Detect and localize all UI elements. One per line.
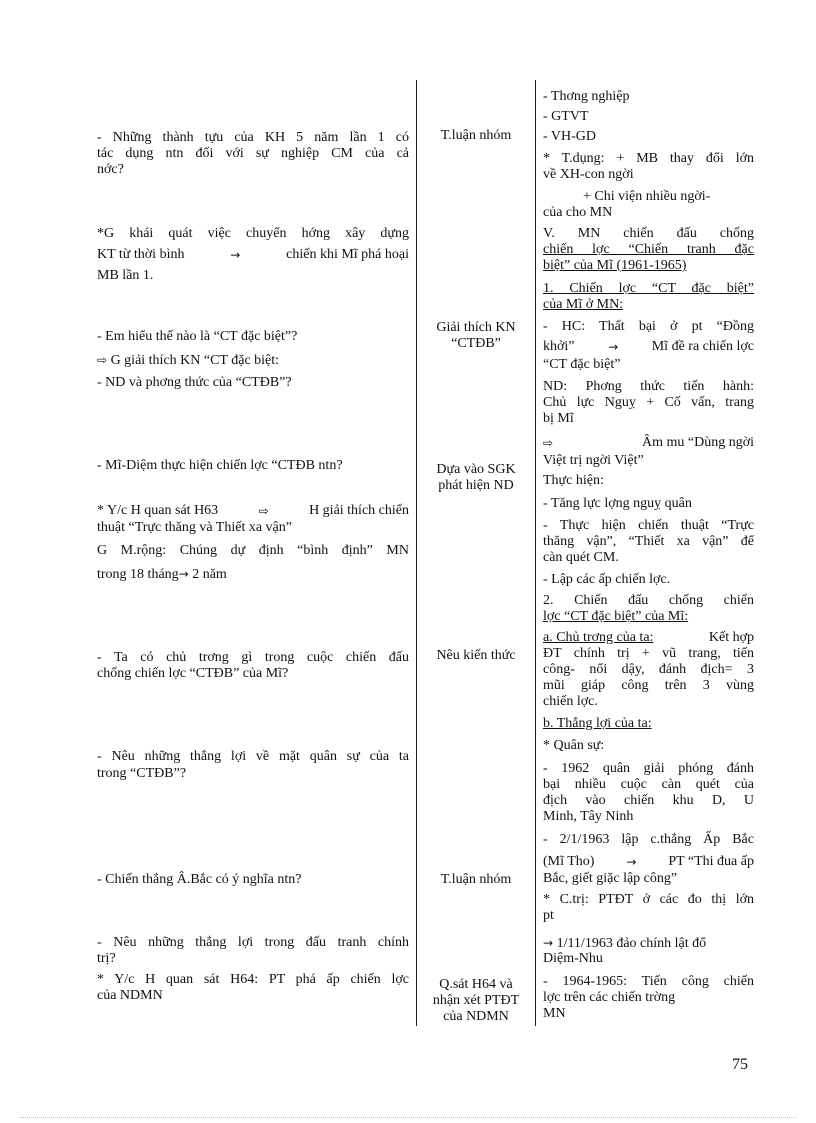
footer-divider — [20, 1117, 796, 1118]
content-line: bị Mĩ — [543, 411, 574, 426]
content-line: (Mĩ Tho) → PT “Thi đua ấp — [543, 854, 754, 869]
arrow-icon: → — [543, 936, 554, 950]
question-1: tác dụng ntn đối với sự nghiệp CM của cả — [97, 146, 409, 161]
content-line: * Quân sự: — [543, 738, 605, 753]
question-13: * Y/c H quan sát H64: PT phá ấp chiến lợc — [97, 972, 409, 987]
subsection-heading: lợc “CT đặc biệt” của Mĩ: — [543, 609, 689, 624]
question-5: - ND và phơng thức của “CTĐB”? — [97, 375, 292, 390]
subsection-heading: của Mĩ ở MN: — [543, 297, 624, 312]
content-line: - Thơng nghiệp — [543, 89, 630, 104]
content-line: - Lập các ấp chiến lợc. — [543, 572, 671, 587]
content-line: Việt trị ngời Việt” — [543, 453, 644, 468]
question-10: - Nêu những thắng lợi về mặt quân sự của ta — [97, 749, 409, 764]
method-3: phát hiện ND — [438, 478, 514, 493]
question-1: nớc? — [97, 162, 124, 177]
note-2: *G khái quát việc chuyển hớng xây dựng — [97, 226, 409, 241]
content-line: Thực hiện: — [543, 473, 604, 488]
method-2: Giải thích KN — [436, 320, 516, 335]
method-2: “CTĐB” — [451, 336, 501, 351]
content-line: - VH-GD — [543, 129, 597, 144]
question-9: - Ta có chủ trơng gì trong cuộc chiến đấu — [97, 650, 409, 665]
question-11: - Chiến thắng Â.Bắc có ý nghĩa ntn? — [97, 872, 302, 887]
arrow-icon: ⇨ — [258, 504, 269, 518]
content-line: + Chi viện nhiều ngời- — [583, 189, 711, 204]
content-line: của cho MN — [543, 205, 613, 220]
content-line: ĐT chính trị + vũ trang, tiến — [543, 646, 754, 661]
method-6: của NDMN — [443, 1009, 509, 1024]
content-line: - Thực hiện chiến thuật “Trực — [543, 518, 754, 533]
content-line: về XH-con ngời — [543, 167, 634, 182]
arrow-icon: → — [608, 340, 619, 354]
method-1: T.luận nhóm — [440, 128, 512, 143]
arrow-icon: → — [178, 567, 189, 581]
note-4: ⇨ G giải thích KN “CT đặc biệt: — [97, 353, 280, 368]
content-line: càn quét CM. — [543, 550, 619, 565]
section-heading: V. MN chiến đấu chống — [543, 226, 754, 241]
content-line: a. Chủ trơng của ta: Kết hợp — [543, 630, 754, 645]
method-6: Q.sát H64 và — [439, 977, 513, 992]
arrow-icon: ⇨ — [97, 353, 108, 367]
content-line: → 1/11/1963 đảo chính lật đổ — [543, 936, 707, 951]
content-line: - GTVT — [543, 109, 589, 124]
method-5: T.luận nhóm — [440, 872, 512, 887]
question-7: thuật “Trực thăng và Thiết xa vận” — [97, 520, 292, 535]
section-heading: chiến lợc “Chiến tranh đặc — [543, 242, 754, 257]
note-8: trong 18 tháng→ 2 năm — [97, 567, 227, 582]
column-divider-right — [535, 80, 536, 1026]
method-4: Nêu kiến thức — [436, 648, 516, 663]
question-12: - Nêu những thắng lợi trong đấu tranh chính — [97, 935, 409, 950]
question-7: * Y/c H quan sát H63 ⇨ H giải thích chiến — [97, 503, 409, 518]
content-line: Minh, Tây Ninh — [543, 809, 634, 824]
content-line: khởi” → Mĩ đề ra chiến lợc — [543, 339, 754, 354]
content-line: ND: Phơng thức tiến hành: — [543, 379, 754, 394]
content-line: mũi giáp công trên 3 vùng — [543, 678, 754, 693]
method-6: nhận xét PTĐT — [432, 993, 520, 1008]
method-3: Dựa vào SGK — [436, 462, 516, 477]
content-line: Bắc, giết giặc lập công” — [543, 871, 678, 886]
note-8: G M.rộng: Chúng dự định “bình định” MN — [97, 543, 409, 558]
content-line: lợc trên các chiến trờng — [543, 990, 676, 1005]
question-10: trong “CTĐB”? — [97, 766, 187, 781]
subsection-heading: b. Thắng lợi của ta: — [543, 716, 652, 731]
question-1: - Những thành tựu của KH 5 năm lần 1 có — [97, 130, 409, 145]
subsection-heading: 2. Chiến đấu chống chiến — [543, 593, 754, 608]
content-line: thăng vận”, “Thiết xa vận” để — [543, 534, 754, 549]
question-9: chống chiến lợc “CTĐB” của Mĩ? — [97, 666, 289, 681]
content-line: - 1962 quân giải phóng đánh — [543, 761, 754, 776]
content-line: Diệm-Nhu — [543, 951, 603, 966]
content-line: công- nổi dậy, đánh địch= 3 — [543, 662, 754, 677]
content-line: - 2/1/1963 lập c.thắng Ấp Bắc — [543, 832, 754, 847]
content-line: * T.dụng: + MB thay đổi lớn — [543, 151, 754, 166]
content-line: pt — [543, 908, 554, 923]
content-line: * C.trị: PTĐT ở các đo thị lớn — [543, 892, 754, 907]
question-13: của NDMN — [97, 988, 163, 1003]
content-line: “CT đặc biệt” — [543, 357, 621, 372]
note-2: KT từ thời bình → chiến khi Mĩ phá hoại — [97, 247, 409, 262]
arrow-icon: ⇨ — [543, 436, 554, 450]
subsection-heading: 1. Chiến lợc “CT đặc biệt” — [543, 281, 754, 296]
content-line: ⇨ Âm mu “Dùng ngời — [543, 435, 754, 450]
content-line: - HC: Thất bại ở pt “Đồng — [543, 319, 754, 334]
content-line: chiến lợc. — [543, 694, 598, 709]
question-3: - Em hiểu thế nào là “CT đặc biệt”? — [97, 329, 298, 344]
content-line: - 1964-1965: Tiến công chiến — [543, 974, 754, 989]
content-line: bại nhiều cuộc càn quét của — [543, 777, 754, 792]
question-12: trị? — [97, 951, 116, 966]
content-line: MN — [543, 1006, 566, 1021]
question-6: - Mĩ-Diệm thực hiện chiến lợc “CTĐB ntn? — [97, 458, 343, 473]
content-line: Chủ lực Nguỵ + Cố vấn, trang — [543, 395, 754, 410]
page-number: 75 — [732, 1056, 748, 1073]
arrow-icon: → — [626, 855, 637, 869]
content-line: địch vào chiến khu D, U — [543, 793, 754, 808]
section-heading: biệt” của Mĩ (1961-1965) — [543, 258, 687, 273]
content-line: - Tăng lực lợng nguỵ quân — [543, 496, 692, 511]
note-2: MB lần 1. — [97, 268, 154, 283]
arrow-icon: → — [230, 248, 241, 262]
column-divider-left — [416, 80, 417, 1026]
